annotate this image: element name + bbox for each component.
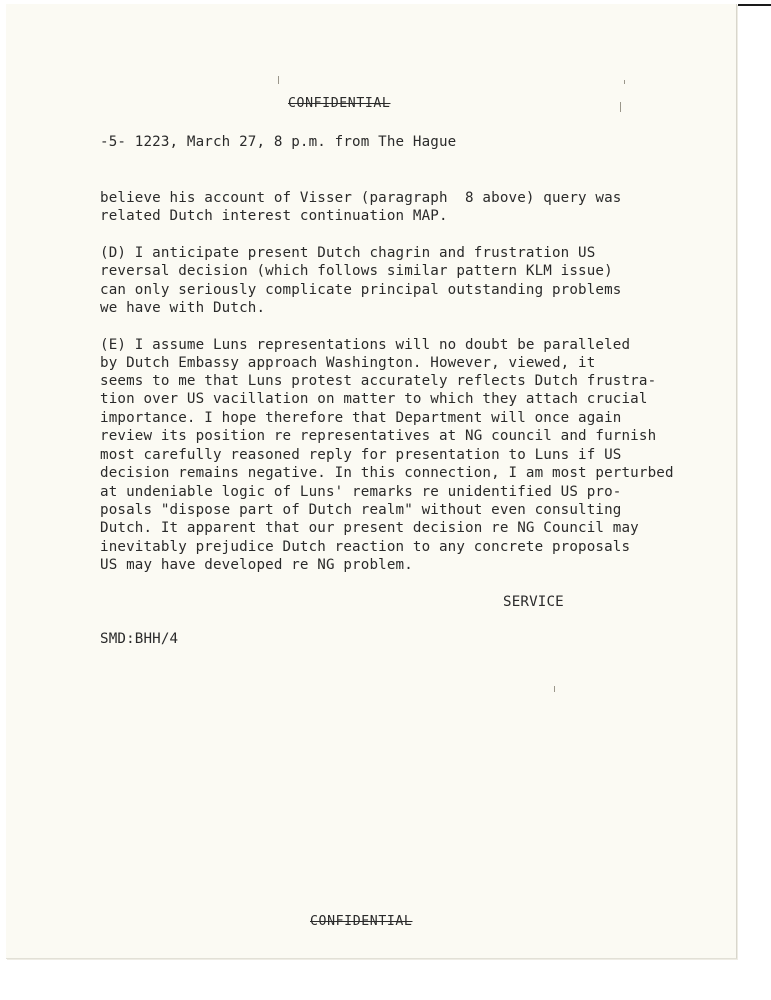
body-line: (E) I assume Luns representations will no doubt be paralleled bbox=[100, 337, 631, 353]
body-line: related Dutch interest continuation MAP. bbox=[100, 208, 448, 224]
body-line: at undeniable logic of Luns' remarks re unidentified US pro- bbox=[100, 484, 622, 500]
body-line: Dutch. It apparent that our present decision re NG Council may bbox=[100, 520, 639, 536]
body-line: review its position re representatives at NG council and furnish bbox=[100, 428, 657, 444]
body-line: believe his account of Visser (paragraph 8 above) query was bbox=[100, 190, 622, 206]
body-line: (D) I anticipate present Dutch chagrin and frustration US bbox=[100, 245, 596, 261]
body-line: can only seriously complicate principal outstanding problems bbox=[100, 282, 622, 298]
message-reference: -5- 1223, March 27, 8 p.m. from The Hague bbox=[100, 134, 457, 150]
body-line: reversal decision (which follows similar pattern KLM issue) bbox=[100, 263, 613, 279]
signature: SERVICE bbox=[503, 594, 564, 610]
body-line: by Dutch Embassy approach Washington. However, viewed, it bbox=[100, 355, 596, 371]
footer-classification: CONFIDENTIAL bbox=[310, 914, 413, 929]
reference-initials: SMD:BHH/4 bbox=[100, 631, 179, 647]
body-line: US may have developed re NG problem. bbox=[100, 557, 413, 573]
body-line: posals "dispose part of Dutch realm" without even consulting bbox=[100, 502, 622, 518]
paper-speck bbox=[620, 102, 621, 112]
body-line: inevitably prejudice Dutch reaction to any concrete proposals bbox=[100, 539, 631, 555]
header-classification: CONFIDENTIAL bbox=[288, 96, 391, 111]
body-line: seems to me that Luns protest accurately reflects Dutch frustra- bbox=[100, 373, 657, 389]
body-line: most carefully reasoned reply for presentation to Luns if US bbox=[100, 447, 622, 463]
paper-speck bbox=[554, 686, 555, 692]
body-line: importance. I hope therefore that Department will once again bbox=[100, 410, 622, 426]
body-line: tion over US vacillation on matter to which they attach crucial bbox=[100, 391, 648, 407]
body-line: decision remains negative. In this connection, I am most perturbed bbox=[100, 465, 674, 481]
paper-speck bbox=[278, 76, 279, 84]
page-edge-mark bbox=[738, 4, 771, 6]
body-line: we have with Dutch. bbox=[100, 300, 266, 316]
paper-speck bbox=[624, 80, 625, 84]
